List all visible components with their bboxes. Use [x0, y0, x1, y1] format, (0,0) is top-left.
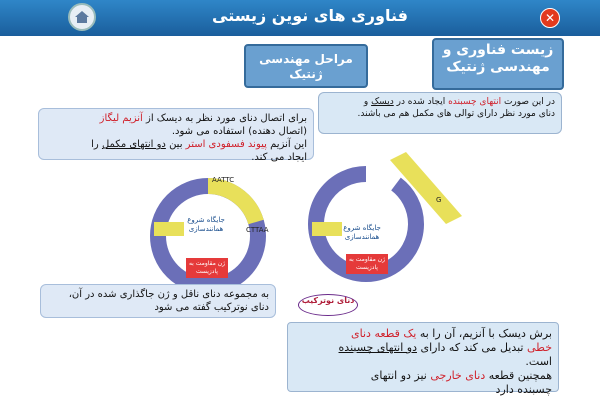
plasmid-ring-left — [146, 174, 270, 298]
home-button[interactable] — [68, 3, 96, 31]
sequence-label-b: G — [436, 196, 442, 204]
recombinant-dna-callout: دنای نوترکیب — [298, 294, 358, 316]
sticky-ends-note: در این صورت انتهای چسبنده ایجاد شده در دیسک و دنای مورد نظر دارای توالی های مکمل هم می باشند. — [318, 92, 562, 134]
plasmid-cut-note: برش دیسک با آنزیم، آن را به یک قطعه دنای خطی تبدیل می کند که دارای دو انتهای چسبنده است. همچنین قطعه دنای خارجی نیز دو انتهای چسبنده دارد — [287, 322, 559, 392]
recombinant-note: به مجموعه دنای ناقل و ژن جاگذاری شده در آن، دنای نوترکیب گفته می شود — [40, 284, 276, 318]
tab-genetic-engineering-stages[interactable]: مراحل مهندسی ژنتیک — [244, 44, 368, 88]
sequence-label-a: AATTC — [212, 176, 235, 184]
origin-label-left: جایگاه شروع همانندسازی — [187, 216, 225, 233]
tab-biotech-genetic-engineering[interactable]: زیست فناوری و مهندسی ژنتیک — [432, 38, 564, 90]
close-button[interactable]: ✕ — [540, 8, 560, 28]
foreign-dna-strip — [386, 150, 466, 230]
resistance-label-left: ژن مقاومت به پادزیست — [188, 260, 226, 275]
resistance-label-right: ژن مقاومت به پادزیست — [348, 256, 386, 271]
home-icon — [74, 10, 90, 24]
origin-label-right: جایگاه شروع همانندسازی — [343, 224, 381, 241]
ligase-note: برای اتصال دنای مورد نظر به دیسک از آنزیم لیگاز (اتصال دهنده) استفاده می شود. این آنزیم پیوند فسفودی استر بین دو انتهای مکمل را ایجاد می کند. — [38, 108, 314, 160]
sequence-label-c: CTTAA — [246, 226, 269, 234]
page-title: فناوری های نوین زیستی — [212, 6, 408, 25]
